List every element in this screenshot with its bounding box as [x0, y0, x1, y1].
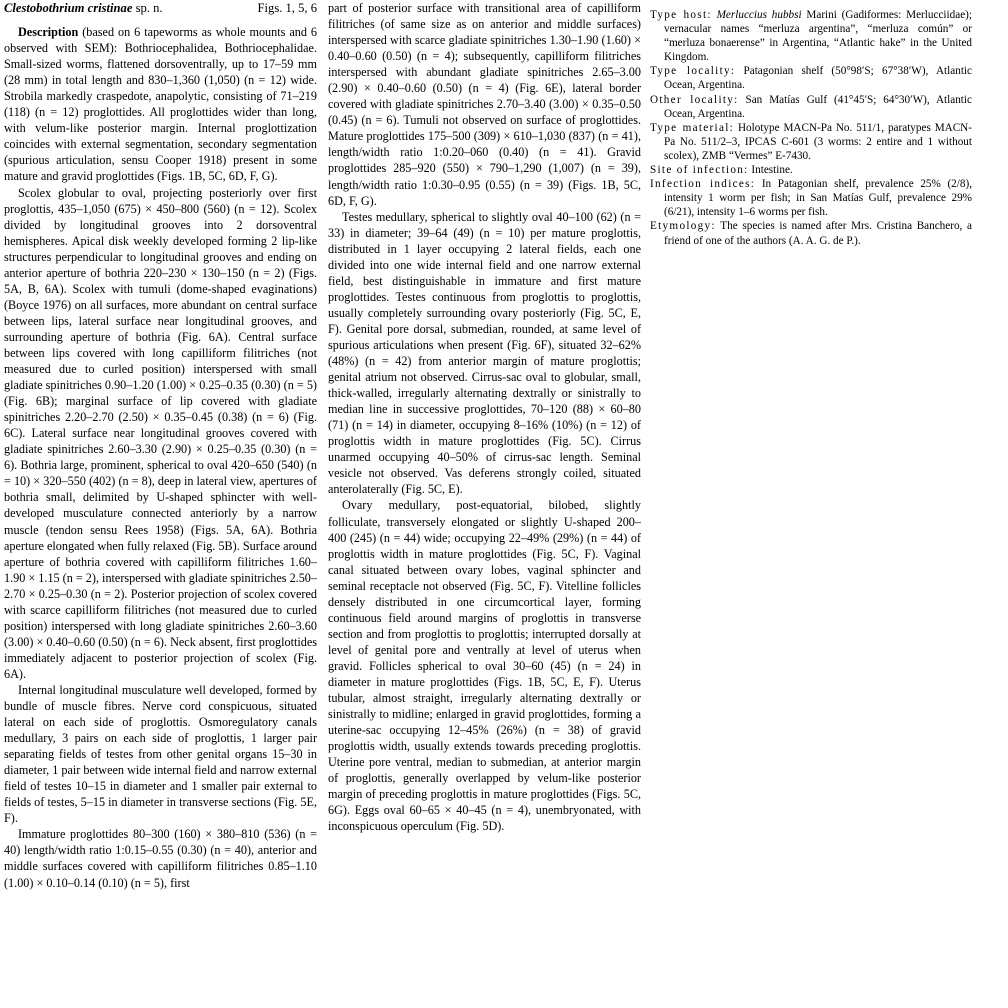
description-text: (based on 6 tapeworms as whole mounts and 6 observed with SEM): Bothriocephalidea, Bothriocephalidae. Small-sized worms, flattened dorsoventrally, up to 17–59 mm (28 mm) in total length and 830–1,360 (1,050) (n = 12) wide. Strobila markedly craspedote, anapolytic, consisting of 71–219 (118) (n = 12) proglottides. All proglottides wider than long, with velum-like posterior margin. Internal proglottization coincides with external segmentation, secondary segmentation (spurious articulation, sensu Cooper 1918) present in some mature and gravid proglottides (Figs. 1B, 5C, 6D, F, G). [4, 25, 317, 184]
column-left [4, 0, 317, 891]
taxon-name: Clestobothrium cristinae [4, 1, 133, 15]
column-middle [328, 0, 641, 834]
description-paragraph [4, 24, 317, 184]
type-host [650, 8, 972, 64]
type-locality [650, 64, 972, 92]
site-of-infection-text: Intestine. [748, 164, 793, 177]
proglottides-paragraph: part of posterior surface with transitional area of capilliform filitriches (of same size as on anterior and middle surfaces) interspersed with scarce gladiate spinitriches 1.30–1.90 (1.60) × 0.40–0.60 (0.50) (n = 4); subsequently, capilliform filitriches interspersed with abundant gladiate spinitriches 2.65–3.00 (2.90) × 0.40–0.60 (0.50) (n = 4) (Fig. 6E), lateral border covered with gladiate spinitriches 2.70–3.40 (3.00) × 0.35–0.50 (0.45) (n = 6). Tumuli not observed on surface of proglottides. Mature proglottides 175–500 (309) × 610–1,030 (837) (n = 41), length/width ratio 1:0.20–060 (0.40) (n = 41). Gravid proglottides 285–920 (550) × 790–1,290 (1,007) (n = 39), length/width ratio 1:0.30–0.95 (0.55) (n = 39) (Figs. 1B, 5C, 6D, F, G). [328, 1, 641, 208]
ovary-paragraph: Ovary medullary, post-equatorial, bilobed, slightly folliculate, transversely elongated or slightly U-shaped 200–400 (245) (n = 44) wide; occupying 22–49% (29%) (n = 44) of proglottis width in mature proglottides (Fig. 5C, F). Vaginal canal situated between ovary lobes, vaginal sphincter and seminal receptacle not observed (Fig. 5C, F). Vitelline follicles densely distributed in one circumcortical layer, forming continuous field around margins of proglottis in transverse section and from proglottis to proglottis; interrupted dorsally at level of genital pore and ventrally at level of uterus when gravid. Follicles spherical to oval 30–60 (45) (n = 24) in diameter in mature proglottides (Figs. 1B, 5C, E, F). Uterus tubular, almost straight, irregularly alternating dextrally or sinistrally to midline; enlarged in gravid proglottides, forming a uterine-sac occupying 12–45% (26%) (n = 38) of gravid proglottis width, usually extends towards preceding proglottis. Uterine pore ventral, median to submedian, at anterior margin of proglottis, generally overlapped by velum-like posterior margin of preceding proglottis in mature proglottides (Figs. 5C, 6G). Eggs oval 60–65 × 40–45 (n = 4), unembryonated, with inconspicuous operculum (Fig. 5D). [328, 498, 641, 834]
type-host-label: Type host: [650, 9, 712, 21]
host-species: Merluccius hubbsi [716, 9, 802, 21]
musculature-paragraph: Internal longitudinal musculature well developed, formed by bundle of muscle fibres. Nerve cord conspicuous, situated lateral on each side of proglottis. Osmoregulatory canals medullary, 3 pairs on each side of proglottis, 1 larger pair separating fields of testes from other genital organs 15–30 in diameter, 1 pair between wide internal field and narrow external field of testes 10–15 in diameter and 1 smaller pair external to fields of testes, 5–15 in diameter in transverse sections (Fig. 5E, F). [4, 682, 317, 826]
etymology [650, 219, 972, 247]
species-header [4, 0, 317, 16]
scolex-paragraph: Scolex globular to oval, projecting posteriorly over first proglottis, 435–1,050 (675) × 450–800 (560) (n = 12). Scolex divided by longitudinal grooves into 2 dorsoventral hemispheres. Apical disk weekly developed forming 2 lip-like structures perpendicular to longitudinal grooves and ending on anterior aperture of bothria 220–230 × 130–150 (n = 2) (Figs. 5A, B, 6A). Scolex with tumuli (dome-shaped evaginations) (Boyce 1976) on all surfaces, more abundant on central surface between lips, lateral surface near longitudinal grooves, and surrounding aperture of bothria (Fig. 6A). Central surface between lips covered with long capilliform filitriches (not measured due to curled position) interspersed with small gladiate spinitriches 0.90–1.20 (1.00) × 0.25–0.35 (0.30) (n = 5) (Fig. 6B); marginal surface of lip covered with gladiate spinitriches 2.20–2.70 (2.50) × 0.35–0.45 (0.38) (n = 6) (Fig. 6C). Lateral surface near longitudinal grooves covered with gladiate spinitriches 2.60–3.30 (2.90) × 0.25–0.35 (0.30) (n = 6). Bothria large, prominent, spherical to oval 420–650 (540) (n = 10) × 320–550 (402) (n = 8), deep in lateral view, apertures of bothria small, delimited by U-shaped sphincter with well-developed musculature connected anteriorly by a narrow muscle (tendon sensu Rees 1958) (Figs. 5A, 6A). Bothria aperture elongated when fully relaxed (Fig. 5B). Surface around aperture of bothria covered with capilliform filitriches 1.60–1.90 × 1.15 (n = 2), interspersed with gladiate spinitriches 2.50–2.70 × 0.25–0.30 (n = 2). Posterior projection of scolex covered with scarce capilliform filitriches (not measured due to curled position) interspersed with long gladiate spinitriches 2.60–3.60 (3.00) × 0.40–0.60 (0.50) (n = 6). Neck absent, first proglottides immediately adjacent to posterior projection of scolex (Fig. 6A). [4, 185, 317, 681]
type-material-text: Holotype MACN-Pa No. 511/1, paratypes MACN-Pa No. 511/2–3, IPCAS C-601 (3 worms: 2 entire and 1 without scolex), ZMB “Vermes” E-7430. [664, 121, 972, 162]
infection-indices-label: Infection indices: [650, 178, 756, 191]
description-label: Description [18, 25, 79, 40]
other-locality-text: San Matías Gulf (41°45′S; 64°30′W), Atlantic Ocean, Argentina. [664, 93, 972, 120]
type-locality-label: Type locality: [650, 65, 736, 78]
type-material [650, 121, 972, 163]
species-title [4, 0, 163, 16]
figure-reference: Figs. 1, 5, 6 [257, 1, 317, 15]
host-details: Marini (Gadiformes: Merlucciidae); vernacular names “merluza argentina”, “merluza común” or “merluza bonaerense” in Argentina, “Atlantic hake” in the United Kingdom. [664, 9, 972, 64]
other-locality [650, 93, 972, 121]
immature-proglottides-paragraph: Immature proglottides 80–300 (160) × 380–810 (536) (n = 40) length/width ratio 1:0.15–0.55 (0.30) (n = 40), anterior and middle surfaces covered with capilliform filitriches 0.85–1.10 (1.00) × 0.10–0.14 (0.10) (n = 5), first [4, 827, 317, 890]
type-material-label: Type material: [650, 121, 735, 134]
infection-indices [650, 177, 972, 219]
other-locality-label: Other locality: [650, 93, 739, 106]
testes-paragraph: Testes medullary, spherical to slightly oval 40–100 (62) (n = 33) in diameter; 39–64 (49) (n = 10) per mature proglottis, distributed in 1 layer occupying 2 lateral fields, each one divided into one wide internal field and one narrow external field, best distinguishable in immature and first mature proglottides. Testes continuous from proglottis to proglottis, usually completely surrounding ovary posteriorly (Fig. 5C, E, F). Genital pore dorsal, submedian, rounded, at same level of spurious articulations when present (Fig. 6F), situated 32–62% (48%) (n = 42) from anterior margin of mature proglottis; genital atrium not observed. Cirrus-sac oval to globular, small, thick-walled, irregularly alternating dextrally or sinistrally to median line in successive proglottides, 70–120 (88) × 60–80 (71) (n = 14) in diameter, occupying 8–16% (10%) (n = 12) of proglottis width in mature proglottides (Fig. 5C). Cirrus unarmed occupying 40–50% of cirrus-sac length. Seminal vesicle not observed. Vas deferens strongly coiled, situated anterolaterally (Fig. 5C, E). [328, 209, 641, 497]
type-locality-text: Patagonian shelf (50°98′S; 67°38′W), Atlantic Ocean, Argentina. [664, 65, 972, 92]
etymology-label: Etymology: [650, 220, 716, 233]
column-right [650, 8, 972, 248]
infection-indices-text: In Patagonian shelf, prevalence 25% (2/8), intensity 1 worm per fish; in San Matías Gulf, prevalence 29% (6/21), intensity 1–6 worms per fish. [664, 178, 972, 219]
etymology-text: The species is named after Mrs. Cristina Banchero, a friend of one of the authors (A. A. G. de P.). [664, 220, 972, 247]
site-of-infection-label: Site of infection: [650, 164, 749, 177]
site-of-infection [650, 163, 972, 177]
taxon-status: sp. n. [135, 1, 163, 15]
